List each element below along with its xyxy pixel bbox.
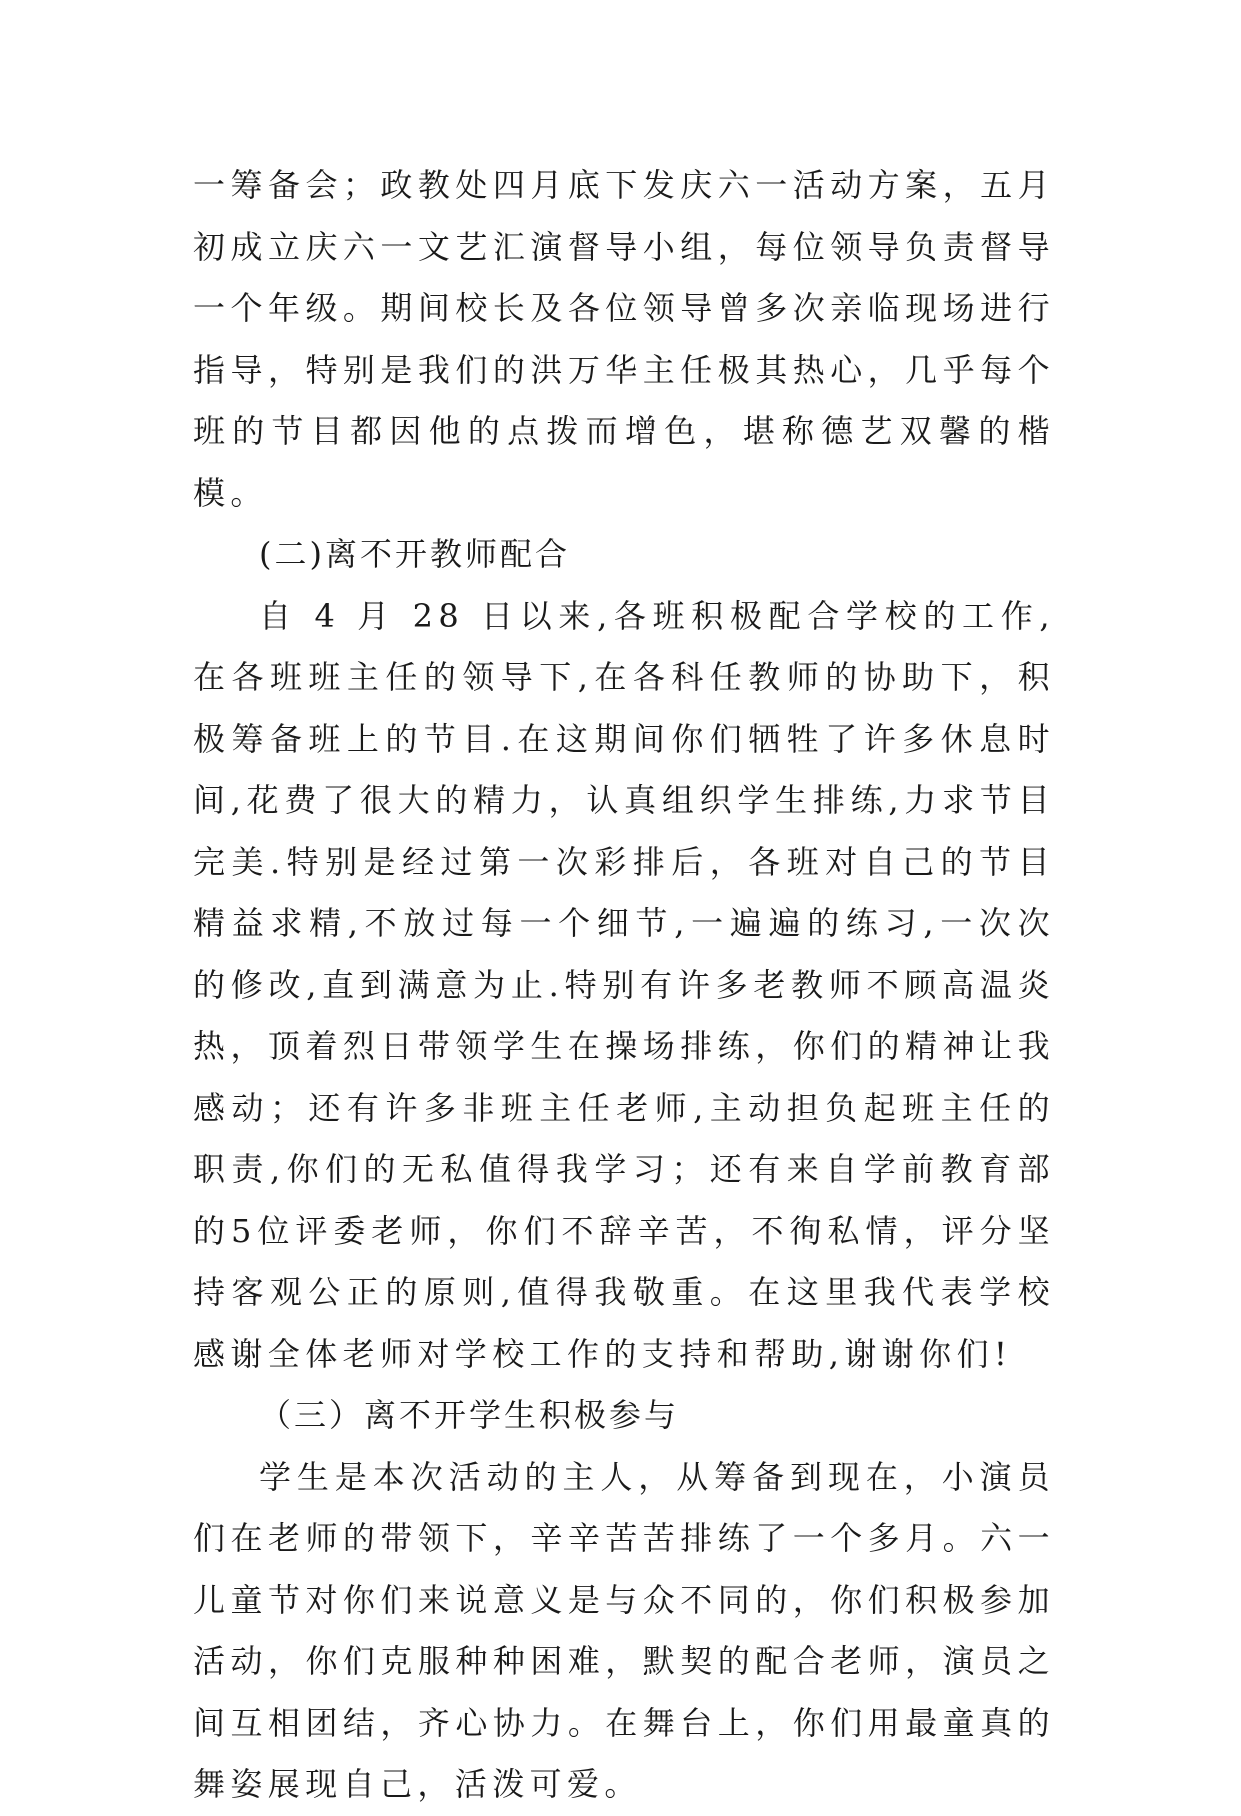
paragraph-student-participation: 学生是本次活动的主人，从筹备到现在，小演员们在老师的带领下，辛辛苦苦排练了一个多月。六一儿童节对你们来说意义是与众不同的，你们积极参加活动，你们克服种种困难，默契的配合老师，演员之间互相团结，齐心协力。在舞台上，你们用最童真的舞姿展现自己，活泼可爱。 [193, 1457, 1055, 1803]
document-body [193, 155, 1055, 1816]
section-heading-teacher-cooperation: (二)离不开教师配合 [259, 535, 570, 573]
paragraph-preparation-meeting: 一筹备会；政教处四月底下发庆六一活动方案，五月初成立庆六一文艺汇演督导小组，每位领导负责督导一个年级。期间校长及各位领导曾多次亲临现场进行指导，特别是我们的洪万华主任极其热心，几乎每个班的节目都因他的点拨而增色，堪称德艺双馨的楷模。 [193, 166, 1055, 512]
section-heading-student-participation: （三）离不开学生积极参与 [259, 1396, 680, 1434]
paragraph-teacher-cooperation: 自 4 月 28 日以来,各班积极配合学校的工作,在各班班主任的领导下,在各科任教师的协助下，积极筹备班上的节目.在这期间你们牺牲了许多休息时间,花费了很大的精力，认真组织学生排练,力求节目完美.特别是经过第一次彩排后，各班对自己的节目精益求精,不放过每一个细节,一遍遍的练习,一次次的修改,直到满意为止.特别有许多老教师不顾高温炎热，顶着烈日带领学生在操场排练，你们的精神让我感动；还有许多非班主任老师,主动担负起班主任的职责,你们的无私值得我学习；还有来自学前教育部的5位评委老师，你们不辞辛苦，不徇私情，评分坚持客观公正的原则,值得我敬重。在这里我代表学校感谢全体老师对学校工作的支持和帮助,谢谢你们! [193, 596, 1055, 1373]
